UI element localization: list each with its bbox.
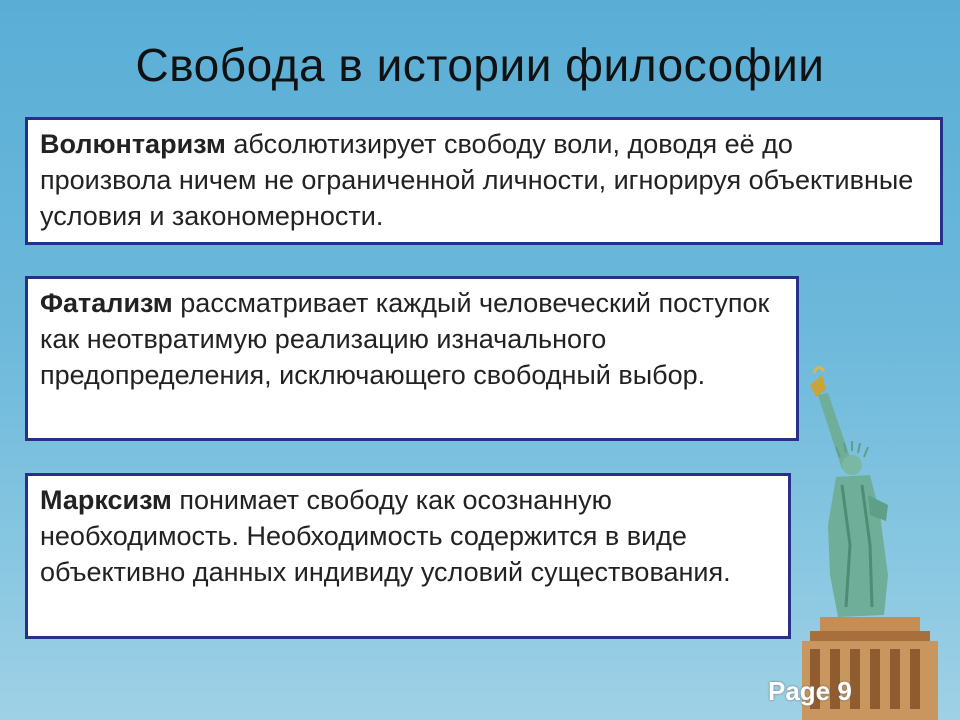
term-voluntarism: Волюнтаризм [40, 129, 226, 159]
slide-title: Свобода в истории философии [135, 39, 825, 91]
card-voluntarism [25, 117, 943, 245]
term-fatalism: Фатализм [40, 288, 173, 318]
term-marxism: Марксизм [40, 485, 172, 515]
card-marxism [25, 473, 791, 639]
definition-marxism: понимает свободу как осознанную необходимость. Необходимость содержится в виде объективно данных индивиду условий существования. [40, 485, 731, 587]
definition-fatalism: рассматривает каждый человеческий поступок как неотвратимую реализацию изначального предопределения, исключающего свободный выбор. [40, 288, 770, 390]
page-number: Page 9 [768, 676, 852, 706]
definition-voluntarism: абсолютизирует свободу воли, доводя её до произвола ничем не ограниченной личности, игнорируя объективные условия и закономерности. [40, 129, 914, 231]
card-fatalism [25, 276, 799, 441]
statue-of-liberty-image [780, 345, 960, 720]
